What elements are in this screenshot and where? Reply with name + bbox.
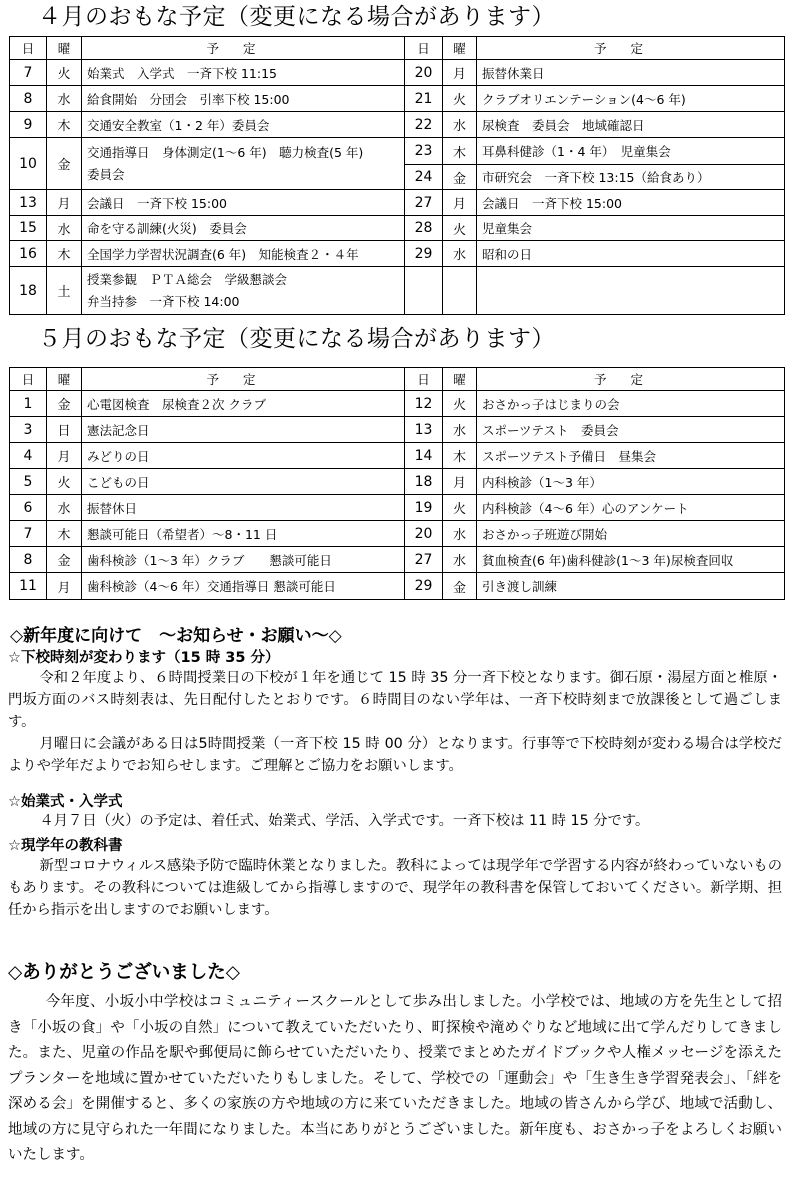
table-row (10, 60, 785, 86)
day-cell: 13 (10, 190, 47, 216)
weekday-cell: 水 (443, 547, 477, 573)
event-cell: スポーツテスト予備日 昼集会 (477, 443, 785, 469)
event-cell: 懇談可能日（希望者）～8・11 日 (82, 521, 405, 547)
table-row (10, 216, 785, 241)
event-cell: スポーツテスト 委員会 (477, 417, 785, 443)
table-row (10, 112, 785, 138)
event-cell: 憲法記念日 (82, 417, 405, 443)
event-cell: 市研究会 一斉下校 13:15（給食あり） (477, 165, 785, 190)
notice-body-textbook (8, 855, 782, 921)
thanks-body (8, 990, 782, 1169)
weekday-cell: 火 (443, 216, 477, 241)
event-cell: 尿検査 委員会 地域確認日 (477, 112, 785, 138)
day-cell: 9 (10, 112, 47, 138)
event-cell: クラブオリエンテーション(4～6 年) (477, 86, 785, 112)
day-cell: 5 (10, 469, 47, 495)
weekday-cell: 火 (47, 60, 82, 86)
event-cell: 始業式 入学式 一斉下校 11:15 (82, 60, 405, 86)
day-cell: 6 (10, 495, 47, 521)
notice-heading-dismissal: ☆下校時刻が変わります（15 時 35 分） (8, 650, 280, 666)
table-header-row (10, 368, 785, 391)
day-cell: 15 (10, 216, 47, 241)
weekday-cell: 土 (47, 267, 82, 315)
event-cell: 会議日 一斉下校 15:00 (477, 190, 785, 216)
paragraph: 新型コロナウィルス感染予防で臨時休業となりました。教科によっては現学年で学習する内容が終わっていないものもあります。その教科については進級してから指導しますので、現学年の教科書を保管しておいてください。新学期、担任から指示を出しますのでお願いします。 (8, 858, 782, 918)
day-cell: 10 (10, 138, 47, 190)
header-plan: 予定 (82, 37, 405, 60)
notice-title: ◇新年度に向けて ～お知らせ・お願い～◇ (10, 626, 342, 646)
day-cell: 7 (10, 521, 47, 547)
weekday-cell: 月 (47, 573, 82, 600)
event-cell: 引き渡し訓練 (477, 573, 785, 600)
weekday-cell: 木 (47, 112, 82, 138)
event-cell: 心電図検査 尿検査２次 クラブ (82, 391, 405, 417)
paragraph: 月曜日に会議がある日は5時間授業（一斉下校 15 時 00 分）となります。行事等で下校時刻が変わる場合は学校だよりや学年だよりでお知らせします。ご理解とご協力をお願いします。 (8, 736, 782, 774)
day-cell: 4 (10, 443, 47, 469)
header-plan: 予定 (82, 368, 405, 391)
table-row (10, 86, 785, 112)
weekday-cell: 木 (47, 241, 82, 267)
header-day: 日 (405, 37, 443, 60)
event-cell: 昭和の日 (477, 241, 785, 267)
event-cell: 振替休業日 (477, 60, 785, 86)
day-cell: 24 (405, 165, 443, 190)
weekday-cell: 月 (47, 190, 82, 216)
notice-heading-ceremony: ☆始業式・入学式 (8, 794, 123, 810)
event-cell (82, 138, 405, 190)
day-cell: 8 (10, 547, 47, 573)
header-weekday: 曜 (47, 368, 82, 391)
may-schedule-table (9, 367, 785, 600)
weekday-cell: 月 (443, 60, 477, 86)
day-cell: 12 (405, 391, 443, 417)
table-row (10, 547, 785, 573)
day-cell: 1 (10, 391, 47, 417)
table-row (10, 267, 785, 315)
table-row (10, 521, 785, 547)
table-row (10, 190, 785, 216)
empty-cell (443, 267, 477, 315)
weekday-cell: 月 (443, 190, 477, 216)
event-cell: 貧血検査(6 年)歯科健診(1～3 年)尿検査回収 (477, 547, 785, 573)
header-plan: 予定 (477, 368, 785, 391)
event-line: 授業参観 ＰＴＡ総会 学級懇談会 (87, 271, 288, 287)
day-cell: 21 (405, 86, 443, 112)
event-cell: おさかっ子班遊び開始 (477, 521, 785, 547)
table-row (10, 495, 785, 521)
day-cell: 3 (10, 417, 47, 443)
table-row (10, 138, 785, 165)
header-day: 日 (405, 368, 443, 391)
weekday-cell: 水 (47, 216, 82, 241)
day-cell: 16 (10, 241, 47, 267)
weekday-cell: 火 (47, 469, 82, 495)
weekday-cell: 木 (443, 443, 477, 469)
day-cell: 28 (405, 216, 443, 241)
notice-body-dismissal (8, 667, 782, 777)
header-day: 日 (10, 37, 47, 60)
day-cell: 14 (405, 443, 443, 469)
day-cell: 13 (405, 417, 443, 443)
day-cell: 19 (405, 495, 443, 521)
weekday-cell: 火 (443, 391, 477, 417)
table-row (10, 417, 785, 443)
april-title: ４月のおもな予定（変更になる場合があります） (38, 4, 555, 30)
day-cell: 29 (405, 241, 443, 267)
header-weekday: 曜 (47, 37, 82, 60)
table-row (10, 573, 785, 600)
weekday-cell: 木 (443, 138, 477, 165)
event-cell: 全国学力学習状況調査(6 年) 知能検査２・４年 (82, 241, 405, 267)
weekday-cell: 金 (443, 573, 477, 600)
day-cell: 27 (405, 547, 443, 573)
notice-heading-textbook: ☆現学年の教科書 (8, 838, 123, 854)
event-cell: 耳鼻科健診（1・4 年） 児童集会 (477, 138, 785, 165)
header-weekday: 曜 (443, 368, 477, 391)
notice-body-ceremony (8, 810, 782, 832)
event-cell: 歯科検診（1～3 年）クラブ 懇談可能日 (82, 547, 405, 573)
weekday-cell: 月 (443, 469, 477, 495)
day-cell: 27 (405, 190, 443, 216)
event-line: 委員会 (87, 166, 125, 182)
day-cell: 8 (10, 86, 47, 112)
table-row (10, 391, 785, 417)
event-cell: 交通安全教室（1・2 年）委員会 (82, 112, 405, 138)
event-cell: 会議日 一斉下校 15:00 (82, 190, 405, 216)
event-cell: 児童集会 (477, 216, 785, 241)
day-cell: 20 (405, 60, 443, 86)
paragraph: 令和２年度より、６時間授業日の下校が１年を通じて 15 時 35 分一斉下校となります。御石原・湯屋方面と椎原・門坂方面のバス時刻表は、先日配付したとおりです。６時間目のない学年は、一斉下校時刻まで放課後として過ごします。 (8, 670, 782, 730)
header-plan: 予定 (477, 37, 785, 60)
weekday-cell: 月 (47, 443, 82, 469)
day-cell: 11 (10, 573, 47, 600)
thanks-title: ◇ありがとうございました◇ (8, 962, 240, 983)
event-cell: 歯科検診（4～6 年）交通指導日 懇談可能日 (82, 573, 405, 600)
event-cell: 命を守る訓練(火災) 委員会 (82, 216, 405, 241)
empty-cell (405, 267, 443, 315)
weekday-cell: 水 (47, 86, 82, 112)
day-cell: 18 (10, 267, 47, 315)
paragraph: 今年度、小坂小中学校はコミュニティースクールとして歩み出しました。小学校では、地域の方を先生として招き「小坂の食」や「小坂の自然」について教えていただいたり、町探検や滝めぐりなど地域に出て学んだりしてきました。また、児童の作品を駅や郵便局に飾らせていただいたり、授業でまとめたガイドブックや人権メッセージを添えたプランターを地域に置かせていただいたりもしました。そして、学校での「運動会」や「生き生き学習発表会」、「絆を深める会」を開催すると、多くの家族の方や地域の方に来ていただきました。地域の皆さんから学び、地域で活動し、地域の方に見守られた一年間になりました。本当にありがとうございました。新年度も、おさかっ子をよろしくお願いいたします。 (8, 994, 782, 1163)
may-title: ５月のおもな予定（変更になる場合があります） (38, 326, 555, 352)
weekday-cell: 金 (47, 138, 82, 190)
day-cell: 23 (405, 138, 443, 165)
weekday-cell: 水 (443, 417, 477, 443)
weekday-cell: 火 (443, 495, 477, 521)
event-cell: こどもの日 (82, 469, 405, 495)
weekday-cell: 木 (47, 521, 82, 547)
weekday-cell: 水 (47, 495, 82, 521)
day-cell: 20 (405, 521, 443, 547)
day-cell: 7 (10, 60, 47, 86)
weekday-cell: 水 (443, 521, 477, 547)
weekday-cell: 金 (47, 547, 82, 573)
weekday-cell: 金 (47, 391, 82, 417)
weekday-cell: 金 (443, 165, 477, 190)
event-cell: みどりの日 (82, 443, 405, 469)
table-row (10, 443, 785, 469)
event-cell: 振替休日 (82, 495, 405, 521)
event-cell: 内科検診（4～6 年）心のアンケート (477, 495, 785, 521)
table-row (10, 241, 785, 267)
day-cell: 18 (405, 469, 443, 495)
event-cell: おさかっ子はじまりの会 (477, 391, 785, 417)
header-weekday: 曜 (443, 37, 477, 60)
event-line: 弁当持参 一斉下校 14:00 (87, 293, 240, 309)
april-schedule-table (9, 36, 785, 315)
weekday-cell: 水 (443, 112, 477, 138)
weekday-cell: 火 (443, 86, 477, 112)
day-cell: 22 (405, 112, 443, 138)
day-cell: 29 (405, 573, 443, 600)
paragraph: ４月７日（火）の予定は、着任式、始業式、学活、入学式です。一斉下校は 11 時 15 分です。 (39, 813, 650, 829)
event-cell: 内科検診（1～3 年） (477, 469, 785, 495)
event-cell (82, 267, 405, 315)
weekday-cell: 日 (47, 417, 82, 443)
weekday-cell: 水 (443, 241, 477, 267)
table-row (10, 469, 785, 495)
empty-cell (477, 267, 785, 315)
event-line: 交通指導日 身体測定(1～6 年) 聴力検査(5 年) (87, 144, 364, 160)
event-cell: 給食開始 分団会 引率下校 15:00 (82, 86, 405, 112)
table-header-row (10, 37, 785, 60)
header-day: 日 (10, 368, 47, 391)
